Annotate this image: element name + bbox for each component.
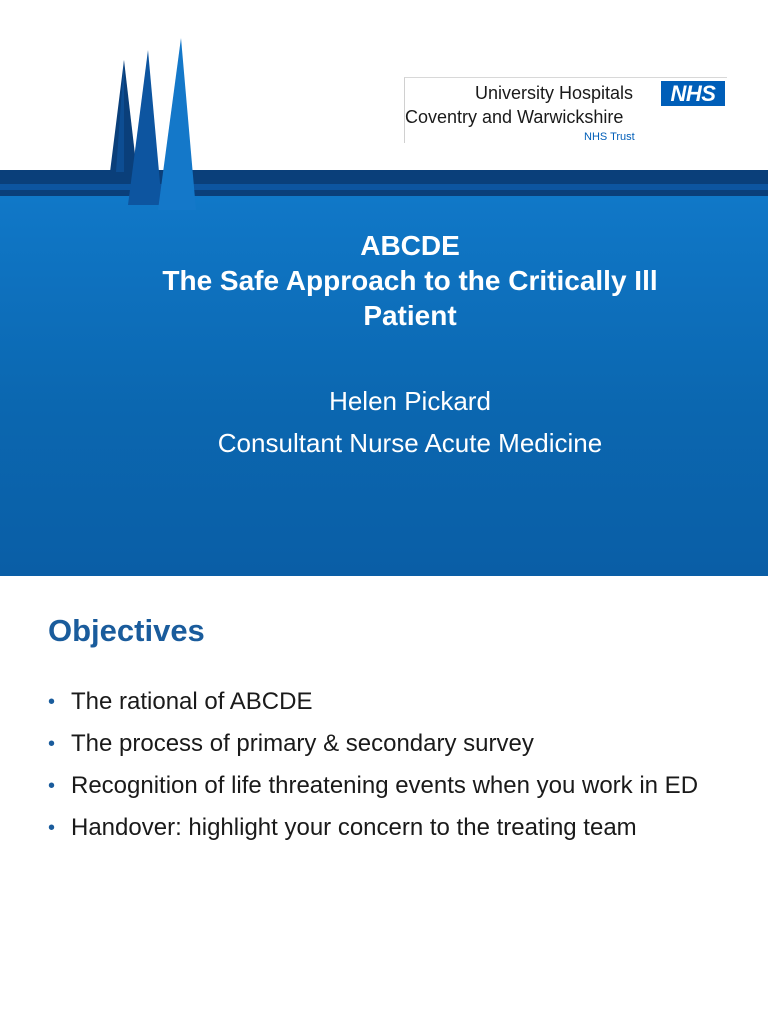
nhs-trust-logo <box>404 77 727 143</box>
presenter-role: Consultant Nurse Acute Medicine <box>217 428 603 458</box>
logo-university-hospitals: University Hospitals <box>475 83 634 103</box>
nhs-badge: NHS <box>661 81 725 106</box>
bullet-icon: • <box>48 775 56 797</box>
presenter-info <box>60 380 760 464</box>
objectives-list <box>48 686 748 854</box>
bullet-icon: • <box>48 691 56 713</box>
title-line-2: The Safe Approach to the Critically Ill <box>162 265 658 296</box>
objective-item: • The process of primary & secondary survey <box>48 728 748 760</box>
objectives-heading: Objectives <box>48 613 205 648</box>
objectives-slide <box>0 576 768 1024</box>
title-line-3: Patient <box>363 300 457 331</box>
logo-coventry-warwickshire: Coventry and Warwickshire <box>405 107 624 127</box>
objective-item: • The rational of ABCDE <box>48 686 748 718</box>
objective-item: • Recognition of life threatening events when you work in ED <box>48 770 748 802</box>
logo-nhs-trust: NHS Trust <box>584 131 635 143</box>
slide-title <box>60 228 760 333</box>
presenter-name: Helen Pickard <box>329 386 491 416</box>
bullet-icon: • <box>48 733 56 755</box>
objective-item: • Handover: highlight your concern to the treating team <box>48 812 748 844</box>
bullet-icon: • <box>48 817 56 839</box>
title-line-1: ABCDE <box>360 230 460 261</box>
